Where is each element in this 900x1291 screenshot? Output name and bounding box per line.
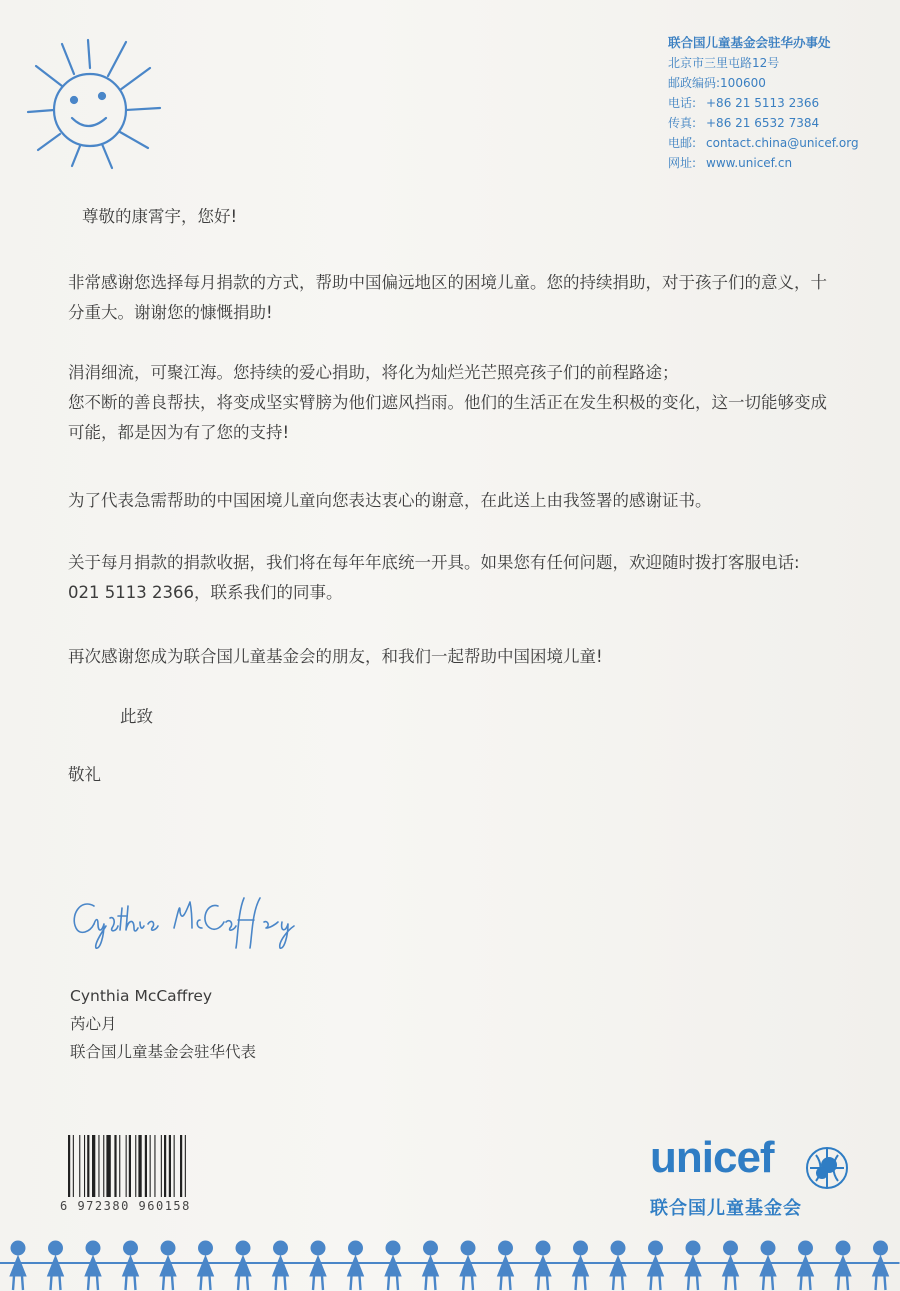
- fax-row: [668, 113, 888, 133]
- sun-drawing-icon: [22, 22, 172, 172]
- web-value: www.unicef.cn: [706, 156, 793, 170]
- fax-label: 传真:: [668, 116, 697, 130]
- org-contact-header: [668, 33, 888, 173]
- handwritten-signature: [66, 888, 326, 958]
- web-row: [668, 153, 888, 173]
- closing-cizhi: 此致: [120, 707, 153, 726]
- children-border-drawing: [0, 1236, 900, 1291]
- paragraph-1: 非常感谢您选择每月捐款的方式，帮助中国偏远地区的困境儿童。您的持续捐助，对于孩子们的意义，十分重大。谢谢您的慷慨捐助!: [68, 273, 827, 322]
- signer-title: 联合国儿童基金会驻华代表: [70, 1043, 257, 1061]
- postcode-row: [668, 73, 888, 93]
- paragraph-2-line-2: 您不断的善良帮扶，将变成坚实臂膀为他们遮风挡雨。他们的生活正在发生积极的变化，这一切能够变成可能，都是因为有了您的支持!: [68, 393, 827, 442]
- closing-jingli: 敬礼: [68, 765, 101, 784]
- fax-value: +86 21 6532 7384: [706, 116, 820, 130]
- unicef-logo: [650, 1133, 890, 1227]
- unicef-chinese-name: 联合国儿童基金会: [650, 1198, 802, 1219]
- greeting: 尊敬的康霄宇，您好!: [82, 207, 238, 226]
- signer-name-en: Cynthia McCaffrey: [70, 987, 213, 1005]
- paragraph-3: 为了代表急需帮助的中国困境儿童向您表达衷心的谢意，在此送上由我签署的感谢证书。: [68, 491, 712, 510]
- web-label: 网址:: [668, 156, 697, 170]
- phone-label: 电话:: [668, 96, 697, 110]
- email-value: contact.china@unicef.org: [706, 136, 859, 150]
- email-row: [668, 133, 888, 153]
- barcode: [64, 1135, 224, 1197]
- address: 北京市三里屯路12号: [668, 56, 780, 70]
- email-label: 电邮:: [668, 136, 697, 150]
- paragraph-5: 再次感谢您成为联合国儿童基金会的朋友，和我们一起帮助中国困境儿童!: [68, 647, 603, 666]
- postcode-label: 邮政编码:: [668, 76, 721, 90]
- org-name: 联合国儿童基金会驻华办事处: [668, 35, 831, 50]
- unicef-emblem-icon: [802, 1143, 852, 1193]
- phone-value: +86 21 5113 2366: [706, 96, 820, 110]
- signer-name-cn: 芮心月: [70, 1015, 117, 1033]
- phone-row: [668, 93, 888, 113]
- postcode-value: 100600: [720, 76, 766, 90]
- unicef-wordmark: unicef: [650, 1133, 774, 1182]
- barcode-number: 6 972380 960158: [60, 1199, 191, 1213]
- paragraph-4: 关于每月捐款的捐款收据，我们将在每年年底统一开具。如果您有任何问题，欢迎随时拨打客服电话: 021 5113 2366，联系我们的同事。: [68, 553, 800, 602]
- signer-block: [70, 982, 256, 1066]
- paragraph-2: [68, 358, 828, 448]
- paragraph-2-line-1: 涓涓细流，可聚江海。您持续的爱心捐助，将化为灿烂光芒照亮孩子们的前程路途；: [68, 363, 679, 382]
